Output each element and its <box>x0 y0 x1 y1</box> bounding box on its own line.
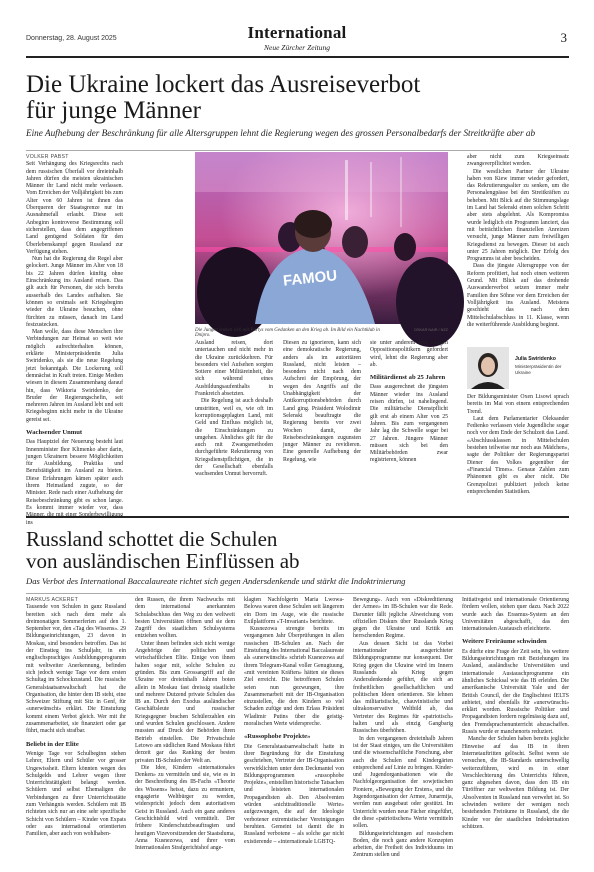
paragraph: Dass die jüngste Altersgruppe von der Reform profitiert, hat noch einen weiteren Grund. Mit Blick auf das drohende Auswanderverbot setzen immer mehr Familien ihre Söhne vor dem Erreichen der Volljährigkeit ins Ausland. Meistens geschieht das nach dem Mittelschulabschluss in 11. Klasse, wenn die weiterführende Ausbildung beginnt. <box>467 263 569 328</box>
article1-subhead-2: Militärdienst ab 25 Jahren <box>370 374 446 382</box>
paragraph: Wenige Tage vor Schulbeginn stehen Lehrer, Eltern und Schüler vor grosser Ungewissheit. Eltern könnten wegen des Schulgelds und Lehrer wegen ihrer Unterrichtstätigkeit belangt werden. Schülern und selbst Ehemaligen die Verbindungen zu ihrer Unterrichtsstätte zum Verhängnis werden. Schülern mit IB richteten sich nur an eine sehr spezifische Schicht von Schülern – Kinder von Expats oder aus international orientierten Familien, aber auch von wohlhaben- <box>26 750 126 838</box>
portrait-name: Julia Swiridenko <box>515 356 556 362</box>
paragraph: den Russen, die ihrem Nachwuchs mit dem international anerkannten Schulabschluss den Weg zu den weltweit besten Universitäten öffnen und sie dem Zugriff des staatlichen Schulsystems entziehen wollten. <box>135 597 235 640</box>
article2-headline: Russland schottet die Schulen von ausländischen Einflüssen ab <box>26 527 300 573</box>
paragraph: Tausende von Schulen in ganz Russland bereiten sich nach dem mehr als dreimonatigen Sommerferien auf den 1. September vor, den «Tag des Wissens». 29 Bildungseinrichtungen, 23 davon in Moskau, sind besonders betroffen. Das ist der Einstieg ins Schuljahr, in ein englischsprachiges Ausbildungsprogramm mit weltweiter Anerkennung, befinden sich jedoch wenige Tage vor dem ersten Schultag im Schockzustand. Die russische Generalstaatsanwaltschaft hat die Organisation, die hinter dem IB steht, eine Schweizer Stiftung mit Sitz in Genf, für «unerwünscht» erklärt. Die Einstufung kommt einem Verbot gleich. Wer mit ihr zusammenarbeitet, sie finanziert oder gar führt, macht sich strafbar. <box>26 604 126 735</box>
paragraph: Es dürfte eine Frage der Zeit sein, bis weitere Bildungseinrichtungen mit Beziehungen ins Ausland, ausländische Universitäten und internationale Austauschprogramme ein ähnliches Schicksal wie das IB erleiden. Die amerikanische Universität Yale und der British Council, der die Englischtest IELTS anbietet, sind ebenfalls für «unerwünscht» erklärt worden. Russische Politiker und Propagandisten fordern regelmässig dazu auf, den Fremdsprachenunterricht abzuschaffen. Russis wurde er manchenorts reduziert. <box>462 648 569 736</box>
section-title: International <box>247 23 347 42</box>
article2-column-4 <box>353 597 453 869</box>
paragraph: Das Hauptziel der Neuerung besteht laut Innenminister Ihor Klimenko aber darin, jungen Ukrainern bessere Möglichkeiten für Ausbildung, Praktika und Berufstätigkeit im Ausland zu bieten. Diese Erfahrungen kämen später auch ihrem Heimatland zugute, so der Minister. Rede nach einer Aufhebung der Reisebeschränkung gibt es schon lange. Es kommt immer wieder vor, dass ins <box>26 439 123 526</box>
paragraph: Manche der Schulen haben bereits jegliche Hinweise auf das IB in ihren Internetauftritten gelöscht. Selbst wenn sie versuchen, die IB-Standards unterschwellig weiterzuführen, wird es in einer Verschlechterung des Unterrichts führen, ganz abgesehen davon, dass den IB ein Türöffner zur weltweiten Bildung ist. Der Absolventen in Russland nun verwehrt ist. So schwinden weitere der wenigen noch bestehenden Freiräume in Russland, die die Kinder vor der staatlichen Indoktrination schützen. <box>462 736 569 830</box>
paragraph: Seit Verhängung des Kriegsrechts nach dem russischen Überfall vor dreieinhalb Jahren dürfen die meisten ukrainischen Männer ihr Land nicht mehr verlassen. Vom Erreichen der Volljährigkeit bis zum Alter von 60 Jahren ist ihnen das Überqueren der Staatsgrenze nur im Ausnahmefall erlaubt. Diese seit Anbeginn kontroverse Bestimmung soll sicherstellen, dass dem angegriffenen Land genügend Soldaten für den Überlebenskampf gegen Russland zur Verfügung stehen. <box>26 161 123 255</box>
article2-column-1 <box>26 597 126 869</box>
article-photo-nightclub <box>195 152 448 324</box>
article1-column-2 <box>195 340 273 478</box>
paragraph: Bildungseinrichtungen auf russischem Boden, die noch ganz andere Konzepten arbeiten, die Freiheit des Individuums im Zentrum stellen und <box>353 830 453 859</box>
paragraph: Ausland reisen, dort untertauchen und nicht mehr in die Ukraine zurückkehren. Für besonders viel Aufsehen sorgten Sotiere einer Militäreinheit, die sich während eines Ausbildungsaufenthalts in Frankreich absetzten. <box>195 340 273 398</box>
paragraph: Die Idee, Kindern «internationales Denken» zu vermitteln und sie, wie es in der Beschreibung des IB-Fachs «Theorie des Wissens» heisst, dazu zu ermuntern, engagierte Weltbürger zu werden, widerspricht jedoch dem autoritativen Geist in Russland. Auch ein ganz anderes Geschichtsbild wird vermittelt. Der frühere Kinderschutzbeauftragten und heutigen Vizevorsitzenden der Staatsduma, Anna Kusnezowa, und ihrer vom Internationalen Strafgerichtshof ange- <box>135 764 235 852</box>
paragraph: Dass ausgerechnet die jüngsten Männer wieder ins Ausland reisen dürfen, ist naheliegend. Die militärische Dienstpflicht gilt erst ab einem Alter von 25 Jahren. Bis zum vergangenen Jahr lag die Schwelle sogar bei 27 Jahren. Jüngere Männer müssen sich bei den Militärbehörden zwar registrieren, können <box>370 384 448 464</box>
article2-byline: MARKUS ACKERET <box>26 597 79 603</box>
paragraph: Nun hat die Regierung die Regel aber gelockert. Junge Männer im Alter von 18 bis 22 Jahren dürfen künftig ohne Einschränkung ins Ausland reisen. Das gilt auch für Personen, die sich bereits ausserhalb des Landes aufhalten. Sie können so erstmals seit Kriegsbeginn wieder die Ukraine besuchen, ohne fürchten zu müssen, danach im Land festzustecken. <box>26 256 123 328</box>
article-separator <box>26 516 569 518</box>
paragraph: Man wolle, dass diese Menschen ihre Verbindungen zur Heimat so weit wie möglich aufrechterhalten können, erklärte Ministerpräsidentin Julia Swiridenko, als sie die neue Regelung jetzt bekanntgab. Die Lockerung soll demnächst in Kraft treten. Einige Medien wiesen in diesem Zusammenhang darauf hin, dass Wiktoria Swiridenko, der Bruder der Regierungschefin, seit mehreren Jahren im Ausland lebt und seit Kriegsbeginn nicht mehr in die Ukraine gereist sei. <box>26 329 123 423</box>
portrait-image <box>467 347 509 389</box>
article2-subhead-1: Beliebt in der Elite <box>26 740 79 748</box>
paragraph: Initiativgeist und internationale Orientierung fördern wollen, stehen quer dazu. Nach 2022 wurde auch das Erasmus-System an den Universitäten abgeschafft, das den internationalen Austausch erleichterte. <box>462 597 569 633</box>
deck-divider <box>26 150 569 151</box>
deck2-divider <box>26 593 569 594</box>
article1-column-1 <box>26 154 123 526</box>
paragraph: sie unter anderem von einigen Oppositionspolitikern gefordert wird, lehnt die Regierung aber ab. <box>370 340 448 368</box>
article2-subhead-3: Weitere Freiräume schwinden <box>462 638 547 646</box>
article2-deck: Das Verbot des International Baccalaureate richtet sich gegen Andersdenkende und stärkt die Indoktrinierung <box>26 576 406 586</box>
article1-column-3 <box>283 340 361 468</box>
newspaper-name: Neue Zürcher Zeitung <box>264 43 330 52</box>
paragraph: Die westlichen Partner der Ukraine haben von Kiew immer wieder gefordert, das Rekrutierungsalter zu senken, um die Personalengpässe bei den Streitkräften zu beheben. Mit Blick auf die Stimmungslage im Land hat Selenski einen solchen Schritt aber stets abgelehnt. Als Kompromiss wurde lediglich ein Programm lanciert, das mit beträchtlichen finanziellen Anreizen versucht, junge Männer zum freiwilligen Kriegsdienst zu bewegen. Dieser ist auch unter 25 Jahren möglich. Der Erfolg des Programms ist aber bescheiden. <box>467 168 569 263</box>
photo-credit: OSKAR NAIR / NZZ <box>414 328 448 332</box>
article1-headline: Die Ukraine lockert das Ausreiseverbot für junge Männer <box>26 71 421 124</box>
article1-column-5 <box>467 154 569 342</box>
photo-caption: Die Jungen lenken sich mit Partys vom Gedanken an den Krieg ab. Im Bild ein Nachtklub in Dnipro. <box>195 328 380 338</box>
page-number: 3 <box>560 30 567 45</box>
paragraph: Laut dem Parlamentarier Oleksander Fedienko verlassen viele Jugendliche sogar noch vor dem Ende der Schulzeit das Land. «Abschlussklassen in Mittelschulen bestehen teilweise nur noch aus Mädchen», sagte der Politiker der Regierungspartei Diener des Volkes gegenüber der «Financial Times». Genaue Zahlen zum Phänomen gibt es aber nicht. Die Grenzpolizei publiziert jedoch keine entsprechenden Statistiken. <box>467 415 569 495</box>
paragraph: klagten Nachfolgerin Maria Lwowa-Belowa waren diese Schulen seit längerem ein Dorn im Auge, wie die russische Exilplattform «T-Invariant» berichtete. <box>244 597 344 625</box>
paragraph: Unter ihnen befinden sich nicht wenige Angehörige der politischen und wirtschaftlichen Elite. Einige von ihnen halten sogar mit, solche Schulen zu gründen. Bis zum Grossangriff auf die Ukraine vor dreieinhalb Jahren boten allein in Moskau fast dreissig staatliche und mehrere Dutzend private Schulen das IB an. Durch den Exodus ausländischer Geschäftsleute und russischer Kriegsgegner brachen Schülerzahlen ein und wurden Schulen geschlossen. Andere mussten auf Druck der Behörden ihren Betrieb einstellen. Die Privatschule Letowo am südlichen Rand Moskaus führt derzeit gar das Ranking der besten privaten IB-Schulen der Welt an. <box>135 640 235 764</box>
paragraph: Diesen zu ignorieren, kann sich eine demokratische Regierung, anders als im autoritären Russland, nicht leisten – besonders nicht nach dem Aufschrei der Empörung, der wegen des Angriffs auf die Unabhängigkeit der Antikorruptionsbehörden durch Land ging. Präsident Wolodimir Selenski beauftragte die Regierung bereits vor zwei Wochen damit, die Reisebeschränkungen zugunsten junger Männer zu revidieren. Eine generelle Aufhebung der Regelung, wie <box>283 340 361 463</box>
portrait-photo <box>467 347 509 389</box>
nightclub-photo <box>195 152 448 324</box>
article2-column-5 <box>462 597 569 869</box>
article2-subhead-2: «Russophobe Projekte» <box>244 733 311 741</box>
paragraph: In den vergangenen dreieinhalb Jahren ist der Staat einiges, um die Universitäten und die wissenschaftliche Forschung, aber auch die Schulen und Kindergärten entsprechend auf Linie zu bringen. Kinder- und Jugendorganisationen wie die Nachfolgeorganisation der sowjetischen Pioniere, «Bewegung der Ersten», und die Jugendorganisation der Armee, Junarmija, werden nun ausgebaut oder gestützt. Im Unterricht wurden neue Fächer eingeführt, die diese «patriotischen» Werte vermitteln sollen. <box>353 735 454 830</box>
paragraph: aber nicht zum Kriegseinsatz zwangsverpflichtet werden. <box>467 154 569 168</box>
paragraph: Bewegung». Auch von «Diskreditierung der Armee» im IB-Schulen war die Rede. Darunter fällt jegliche Abweichung vom offiziellen Diskurs über Russlands Krieg gegen die Ukraine und Kritik am herrschenden Regime. <box>353 597 453 640</box>
paragraph: Aus dessen Sicht ist das Vorbei internationaler ausgerichteter Bildungsprogramme nur konsequent. Der Krieg gegen die Ukraine wird im Innern Russlands als Krieg gegen Andersdenkende geführt, die sich an freiheitlichen gesellschaftlichen und politischen Ideen orientieren. Sie lehnen das militaristische, chauvinistische und ultrakonservative Weltbild ab, das Vertreter des Regimes für «patriotisch» halten und als einzig Gangbarig Russisches überhöhen. <box>353 640 453 735</box>
article2-column-3 <box>244 597 344 869</box>
paragraph: Die Regelung ist auch deshalb umstritten, weil es, wie oft im korruptionsgeplagten Land, mit Geld und Einfluss möglich ist, die Einschränkungen zu umgehen. Ähnliches gilt für die auch mit Zwangsmethoden durchgeführte Rekrutierung von Kriegsdienstpflichtigen, die in der Gesellschaft ebenfalls wachsenden Unmut hervorruft. <box>195 398 273 478</box>
article1-column-4 <box>370 340 448 468</box>
paragraph: Der Bildungsminister Oxen Lisowi sprach bereits im Mai von einem entsprechenden Trend. <box>467 394 569 415</box>
article1-column-5-continued <box>467 394 569 495</box>
article1-byline: VOLKER PABST <box>26 154 69 160</box>
article1-deck: Eine Aufhebung der Beschränkung für alle Altersgruppen lehnt die Regierung wegen des grossen Personalbedarfs der Streitkräfte aber ab <box>26 128 536 138</box>
portrait-role: Ministerpräsidentin der Ukraine <box>515 364 562 375</box>
masthead-rule <box>26 56 569 58</box>
article2-column-2 <box>135 597 235 869</box>
paragraph: Kusnezowa strengte bereits im vergangenen Jahr Überprüfungen in allen russischen IB-Schulen an. Nach der Einstufung des International Baccalaureate als «unerwünscht» schrieb Kusnezowa auf ihrem Telegram-Kanal voller Genugtuung, «mit vereinten Kräften» hätten sie dieses Ziel erreicht. Die betroffenen Schulen seien nun gezwungen, ihre Zusammenarbeit mit der IB-Organisation einzustellen, die den Kindern so viel Schaden zufüge und dem Erlass Präsident Wladimir Putins über die geistig-moralischen Werte widerspreche. <box>244 626 344 728</box>
shirt-lettering: FAMOU <box>282 267 338 290</box>
issue-date: Donnerstag, 28. August 2025 <box>26 35 117 42</box>
paragraph: Die Generalstaatsanwaltschaft hatte in ihrer Begründung für die Einstufung geschrieben, Vertreter der IB-Organisation verwirklichten unter dem Deckmantel von Bildungsprogrammen «russophobe Projekte», entstellten historische Tatsachen und leisteten internationalen Propagandisten ab. Den Absolventen würden «nichttraditionelle Werte» aufgezwungen, die auf der Ideologie verbotener extremistischer Vereinigungen beruhten. Gemeint ist damit die in Russland verbotene – als solche gar nicht existierende – «internationale LGBTQ- <box>244 743 344 845</box>
article1-subhead-1: Wachsender Unmut <box>26 428 83 436</box>
